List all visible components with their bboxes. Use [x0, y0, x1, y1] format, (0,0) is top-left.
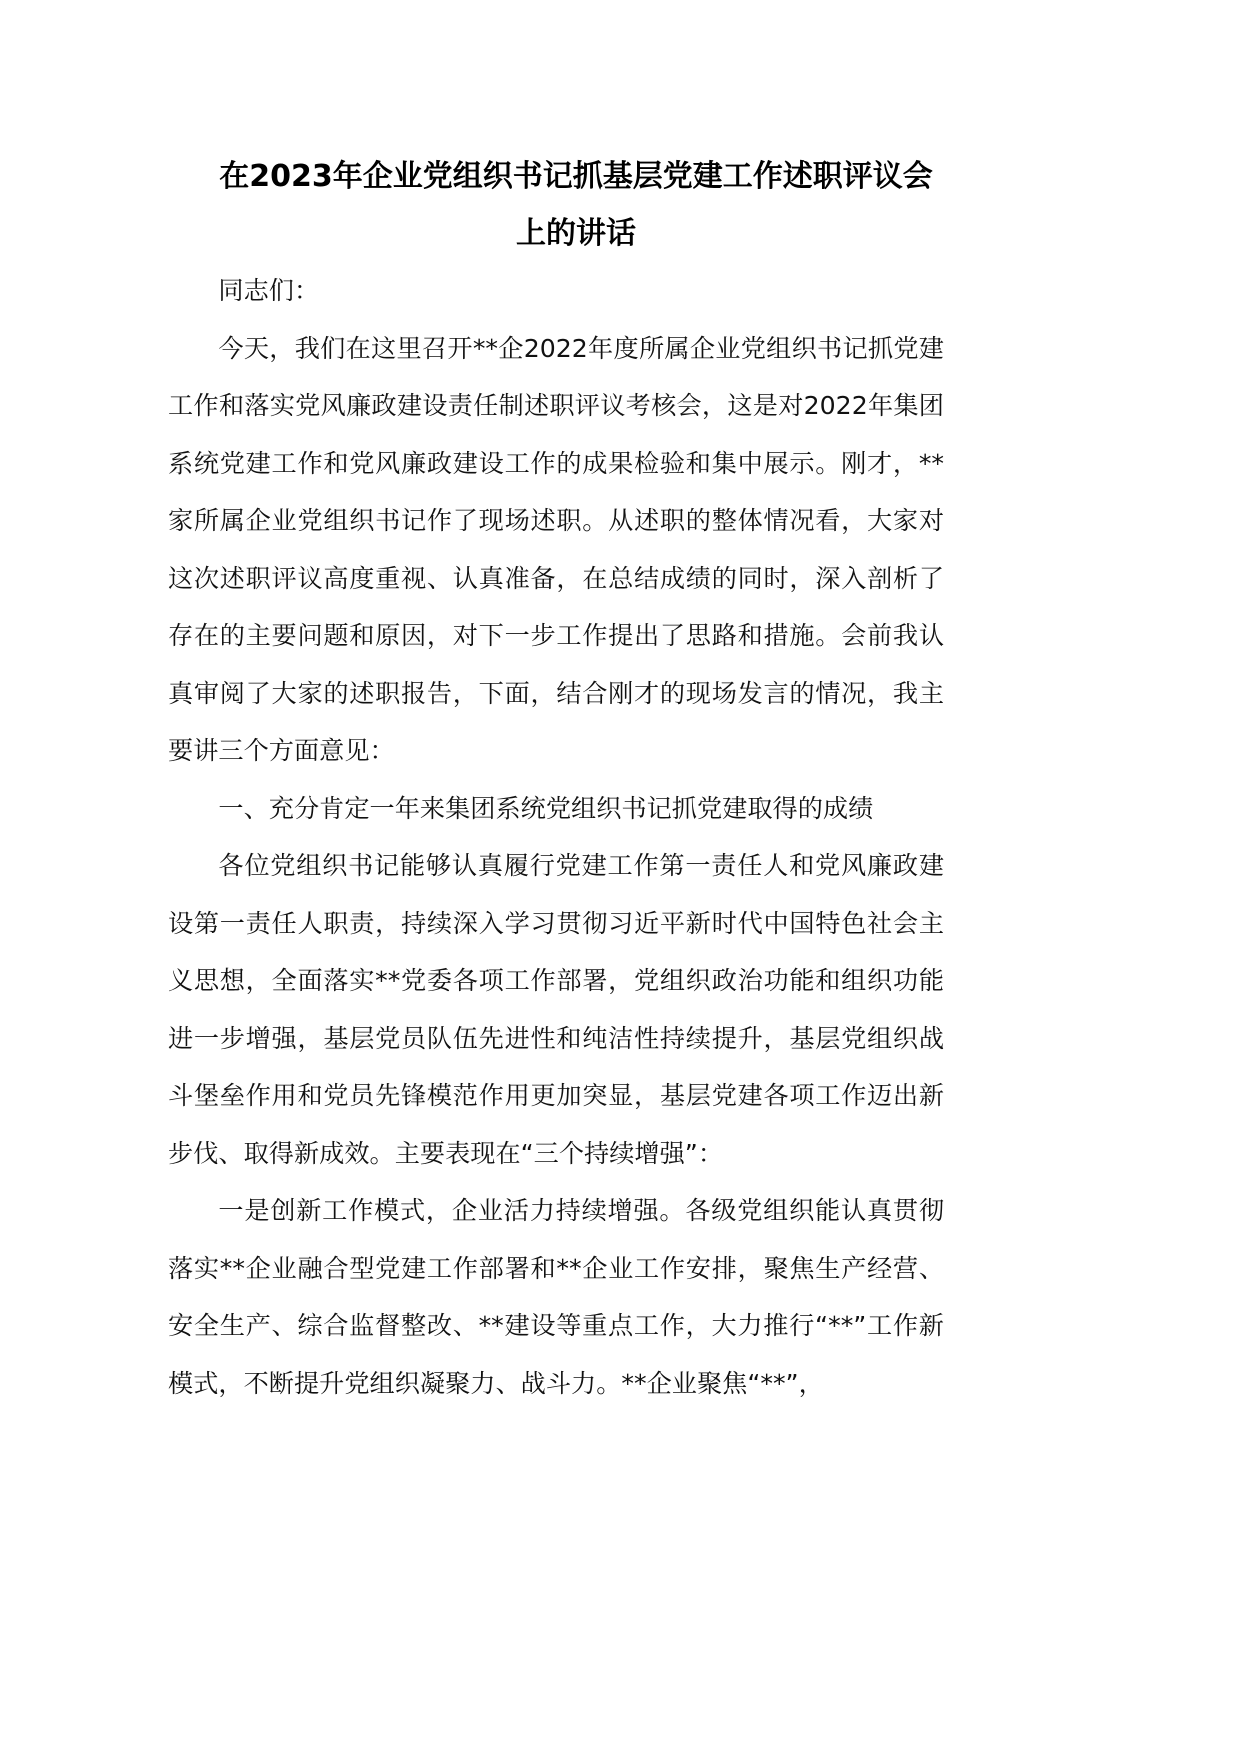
intro-paragraph: 今天，我们在这里召开**企2022年度所属企业党组织书记抓党建工作和落实党风廉政建设责任制述职评议考核会，这是对2022年集团系统党建工作和党风廉政建设工作的成果检验和集中展示。刚才，**家所属企业党组织书记作了现场述职。从述职的整体情况看，大家对这次述职评议高度重视、认真准备，在总结成绩的同时，深入剖析了存在的主要问题和原因，对下一步工作提出了思路和措施。会前我认真审阅了大家的述职报告，下面，结合刚才的现场发言的情况，我主要讲三个方面意见：	[168, 333, 944, 765]
document-title	[168, 148, 944, 262]
title-line-2: 上的讲话	[516, 216, 636, 251]
salutation: 同志们：	[218, 276, 320, 305]
section-1-paragraph-2: 一是创新工作模式，企业活力持续增强。各级党组织能认真贯彻落实**企业融合型党建工作部署和**企业工作安排，聚焦生产经营、安全生产、综合监督整改、**建设等重点工作，大力推行“**”工作新模式，不断提升党组织凝聚力、战斗力。**企业聚焦“**”，	[168, 1196, 944, 1398]
document-page	[168, 148, 944, 1412]
title-line-1: 在2023年企业党组织书记抓基层党建工作述职评议会	[219, 159, 933, 194]
section-heading-1: 一、充分肯定一年来集团系统党组织书记抓党建取得的成绩	[218, 793, 874, 823]
section-1-paragraph-1: 各位党组织书记能够认真履行党建工作第一责任人和党风廉政建设第一责任人职责，持续深入学习贯彻习近平新时代中国特色社会主义思想，全面落实**党委各项工作部署，党组织政治功能和组织功能进一步增强，基层党员队伍先进性和纯洁性持续提升，基层党组织战斗堡垒作用和党员先锋模范作用更加突显，基层党建各项工作迈出新步伐、取得新成效。主要表现在“三个持续增强”：	[168, 851, 944, 1168]
